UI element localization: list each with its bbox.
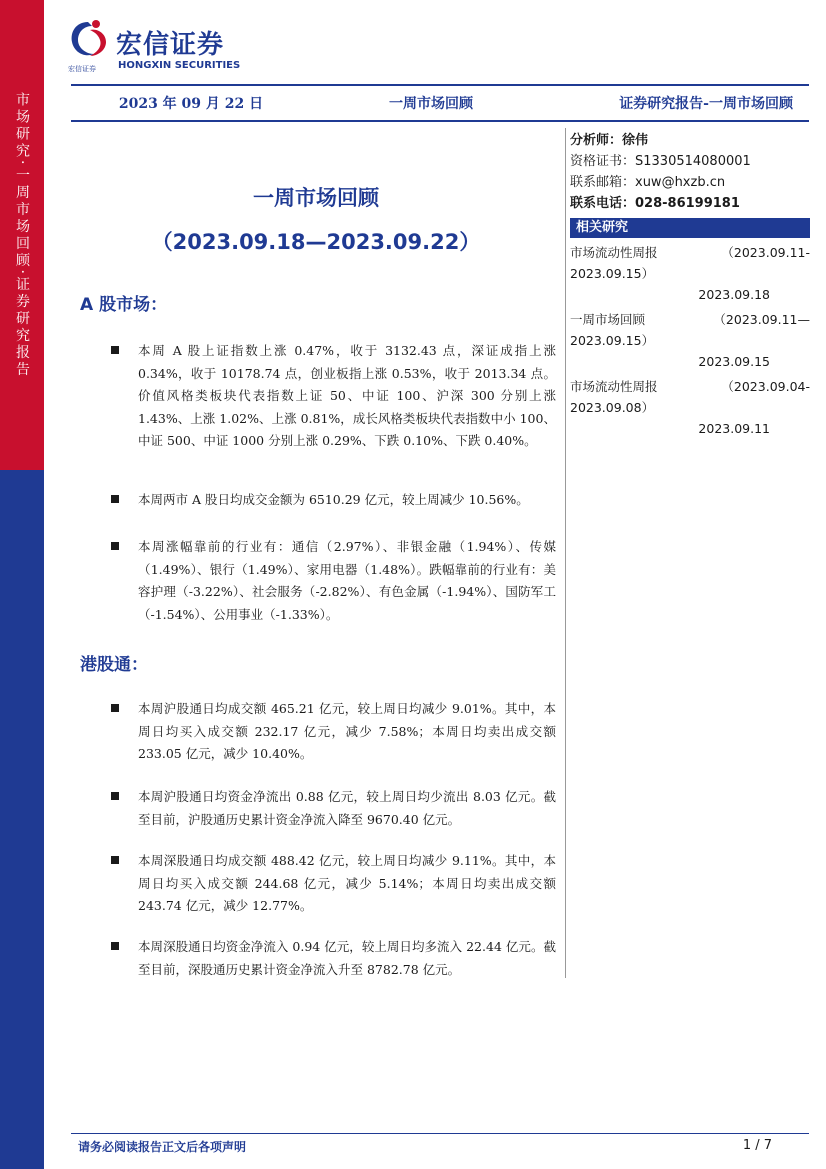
analyst-cert: 资格证书：S1330514080001 xyxy=(570,154,751,169)
bullet-item xyxy=(111,936,556,981)
analyst-panel xyxy=(570,130,810,439)
sidebar-vertical-text: 市场研究·一周市场回顾·证券研究报告 xyxy=(14,92,30,379)
header-center-title: 一周市场回顾 xyxy=(389,96,473,112)
page-title: 一周市场回顾 xyxy=(253,185,379,210)
column-divider xyxy=(565,128,566,978)
bullet-item xyxy=(111,489,556,512)
bullet-text: 本周沪股通日均资金净流出 0.88 亿元，较上周日均少流出 8.03 亿元。截至目前，沪股通历史累计资金净流入降至 9670.40 亿元。 xyxy=(138,789,556,827)
bullet-item xyxy=(111,536,556,626)
company-logo xyxy=(66,18,266,74)
bullet-square-icon xyxy=(111,704,119,712)
bullet-text: 本周深股通日均成交额 488.42 亿元，较上周日均减少 9.11%。其中，本周日均买入成交额 244.68 亿元，减少 5.14%；本周日均卖出成交额 243.74 亿元，减少 12.77%。 xyxy=(138,853,556,913)
related-item-title: 市场流动性周报 xyxy=(570,379,658,394)
bullet-square-icon xyxy=(111,542,119,550)
report-date: 2023 年 09 月 22 日 xyxy=(118,96,264,112)
footer-divider xyxy=(71,1133,809,1134)
logo-name-cn: 宏信证券 xyxy=(116,30,225,60)
related-research-heading: 相关研究 xyxy=(570,218,810,238)
bullet-square-icon xyxy=(111,792,119,800)
related-item[interactable] xyxy=(570,309,810,372)
analyst-email: 联系邮箱：xuw@hxzb.cn xyxy=(570,175,726,190)
section-heading-hk-connect: 港股通： xyxy=(80,655,148,675)
related-item-range-end: 2023.09.15） xyxy=(570,266,655,281)
related-item-range-end: 2023.09.15） xyxy=(570,333,655,348)
related-item-range-start: （2023.09.11— xyxy=(713,312,810,327)
analyst-phone: 联系电话：028-86199181 xyxy=(570,196,740,211)
page-number: 1 / 7 xyxy=(742,1138,772,1153)
related-item[interactable] xyxy=(570,242,810,305)
bullet-text: 本周沪股通日均成交额 465.21 亿元，较上周日均减少 9.01%。其中，本周日均买入成交额 232.17 亿元，减少 7.58%；本周日均卖出成交额 233.05 亿元，减少 10.40%。 xyxy=(138,701,556,761)
related-item-date: 2023.09.15 xyxy=(698,354,770,369)
bullet-square-icon xyxy=(111,346,119,354)
bullet-square-icon xyxy=(111,856,119,864)
footer-notice[interactable]: 请务必阅读报告正文后各项声明 xyxy=(78,1140,247,1154)
bullet-item xyxy=(111,698,556,766)
bullet-text: 本周深股通日均资金净流入 0.94 亿元，较上周日均多流入 22.44 亿元。截至目前，深股通历史累计资金净流入升至 8782.78 亿元。 xyxy=(138,939,556,977)
bullet-square-icon xyxy=(111,942,119,950)
logo-name-en: HONGXIN SECURITIES xyxy=(118,60,241,71)
sidebar-band xyxy=(0,0,44,1169)
related-item-date: 2023.09.18 xyxy=(698,287,770,302)
header-bar xyxy=(71,84,809,122)
bullet-text: 本周 A 股上证指数上涨 0.47%，收于 3132.43 点，深证成指上涨 0.34%，收于 10178.74 点，创业板指上涨 0.53%，收于 2013.34 点。价值风格类板块代表指数上证 50、中证 100、沪深 300 分别上涨 1.43%、上涨 1.02%、上涨 0.81%，成长风格类板块代表指数中小 100、中证 500、中证 1000 分别上涨 0.29%、下跌 0.10%、下跌 0.40%。 xyxy=(138,343,556,448)
header-report-type: 证券研究报告-一周市场回顾 xyxy=(619,96,793,112)
related-item-date: 2023.09.11 xyxy=(698,421,770,436)
bullet-item xyxy=(111,340,556,453)
section-heading-a-share: A 股市场： xyxy=(80,295,168,315)
related-item-title: 市场流动性周报 xyxy=(570,245,658,260)
logo-mark-icon xyxy=(66,18,110,62)
page-period: （2023.09.18—2023.09.22） xyxy=(151,230,481,254)
bullet-item xyxy=(111,786,556,831)
related-item[interactable] xyxy=(570,376,810,439)
related-item-title: 一周市场回顾 xyxy=(570,312,646,327)
bullet-item xyxy=(111,850,556,918)
related-item-range-end: 2023.09.08） xyxy=(570,400,655,415)
bullet-square-icon xyxy=(111,495,119,503)
bullet-text: 本周两市 A 股日均成交金额为 6510.29 亿元，较上周减少 10.56%。 xyxy=(138,492,529,507)
analyst-name: 分析师：徐伟 xyxy=(570,133,649,148)
bullet-text: 本周涨幅靠前的行业有：通信（2.97%）、非银金融（1.94%）、传媒（1.49%）、银行（1.49%）、家用电器（1.48%）。跌幅靠前的行业有：美容护理（-3.22%）、社会服务（-2.82%）、有色金属（-1.94%）、国防军工（-1.54%）、公用事业（-1.33%）。 xyxy=(138,539,556,622)
related-item-range-start: （2023.09.04- xyxy=(721,379,810,394)
related-item-range-start: （2023.09.11- xyxy=(721,245,810,260)
logo-small-cn: 宏信证券 xyxy=(68,65,96,73)
